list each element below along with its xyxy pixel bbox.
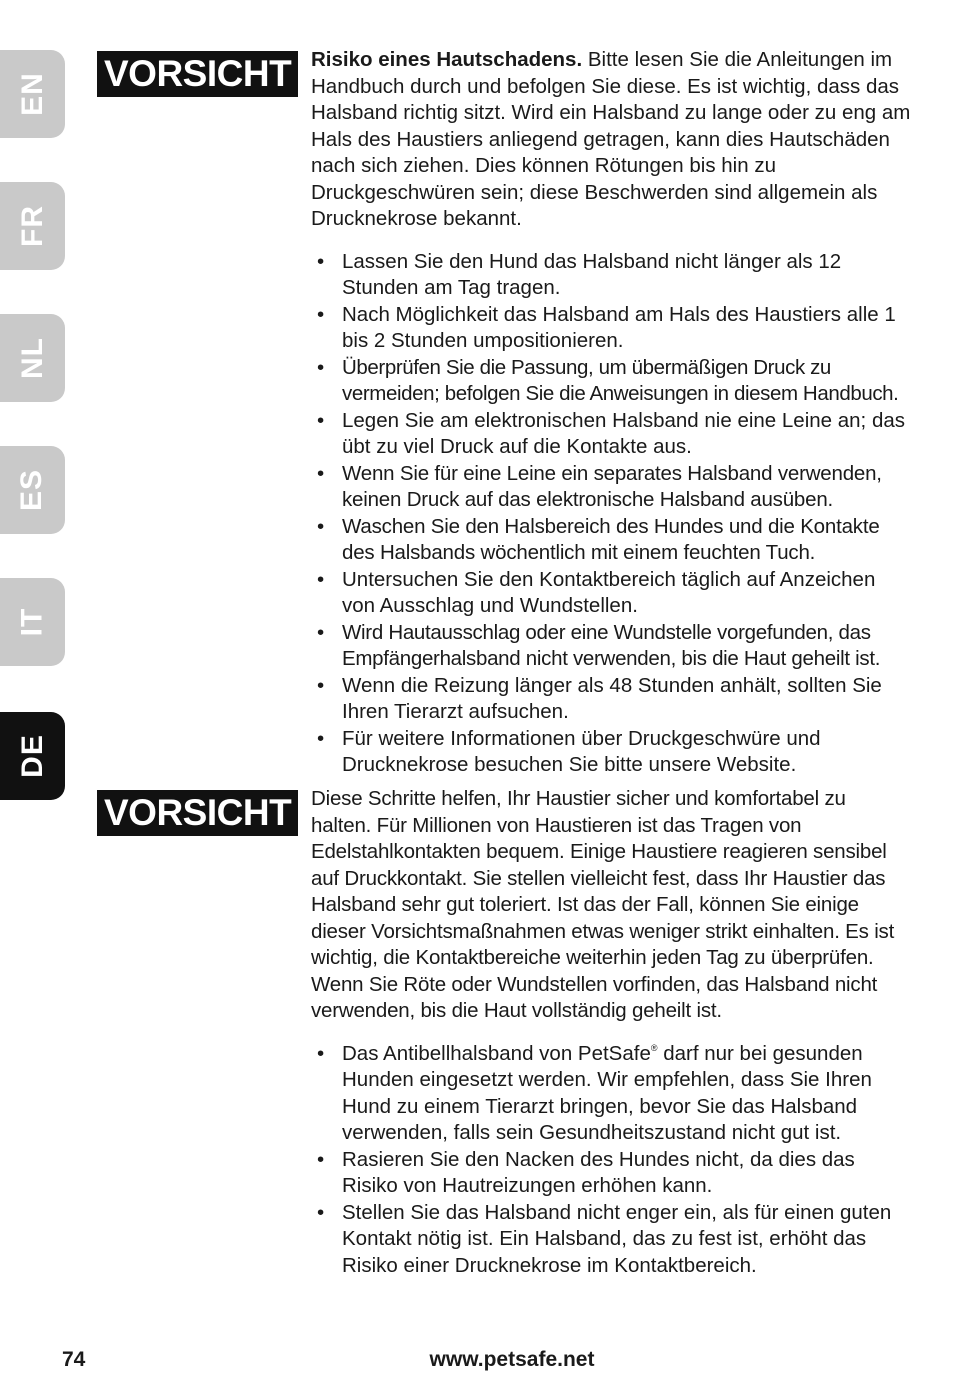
list-item: • Untersuchen Sie den Kontaktbereich täglich auf Anzeichen von Ausschlag und Wundstellen. (311, 567, 911, 620)
list-item: • Wird Hautausschlag oder eine Wundstelle vorgefunden, das Empfängerhalsband nicht verwenden, bis die Haut geheilt ist. (311, 620, 911, 673)
language-tab-label: EN (15, 72, 49, 116)
caution-label-1: VORSICHT (97, 51, 298, 97)
language-tab-label: NL (15, 337, 49, 379)
list-item: • Für weitere Informationen über Druckgeschwüre und Drucknekrose besuchen Sie bitte unsere Website. (311, 726, 911, 779)
section-intro-paragraph (311, 47, 911, 233)
language-tab-es[interactable] (0, 446, 65, 534)
list-item: • Lassen Sie den Hund das Halsband nicht länger als 12 Stunden am Tag tragen. (311, 249, 911, 302)
language-tab-it[interactable] (0, 578, 65, 666)
list-item-text: darf nur bei gesunden Hunden eingesetzt werden. Wir empfehlen, dass Sie Ihren Hund zu einem Tierarzt bringen, bevor Sie das Halsband verwenden, falls sein Gesundheitszustand nicht gut ist. (342, 1041, 872, 1144)
precaution-list (311, 249, 911, 779)
language-tab-en[interactable] (0, 50, 65, 138)
list-item-text: Das Antibellhalsband von PetSafe (342, 1041, 651, 1065)
list-item: • Stellen Sie das Halsband nicht enger ein, als für einen guten Kontakt nötig ist. Ein Halsband, das zu fest ist, erhöht das Risiko einer Drucknekrose im Kontaktbereich. (311, 1200, 911, 1280)
list-item (311, 1041, 911, 1147)
section-comfort (311, 786, 911, 1279)
list-item: • Rasieren Sie den Nacken des Hundes nicht, da dies das Risiko von Hautreizungen erhöhen kann. (311, 1147, 911, 1200)
language-tab-de[interactable] (0, 712, 65, 800)
page-number: 74 (62, 1348, 86, 1371)
footer-website: www.petsafe.net (429, 1348, 595, 1371)
language-tab-label: IT (15, 607, 49, 637)
list-item: • Waschen Sie den Halsbereich des Hundes und die Kontakte des Halsbands wöchentlich mit einem feuchten Tuch. (311, 514, 911, 567)
list-item: • Überprüfen Sie die Passung, um übermäßigen Druck zu vermeiden; befolgen Sie die Anweisungen in diesem Handbuch. (311, 355, 911, 408)
section-lead: Risiko eines Hautschadens. (311, 48, 583, 71)
precaution-list (311, 1041, 911, 1280)
section-intro-text: Bitte lesen Sie die Anleitungen im Handbuch durch und befolgen Sie diese. Es ist wichtig, dass das Halsband richtig sitzt. Wird ein Halsband zu lange oder zu eng am Hals des Haustiers anliegend getragen, kann dies Hautschäden nach sich ziehen. Dies können Rötungen bis hin zu Druckgeschwüren sein; diese Beschwerden sind allgemein als Drucknekrose bekannt. (311, 48, 911, 230)
language-tab-label: DE (15, 734, 49, 778)
language-tab-label: FR (15, 205, 49, 247)
section-skin-damage (311, 47, 911, 779)
language-tab-fr[interactable] (0, 182, 65, 270)
list-item: • Nach Möglichkeit das Halsband am Hals des Haustiers alle 1 bis 2 Stunden umpositionieren. (311, 302, 911, 355)
list-item: • Wenn Sie für eine Leine ein separates Halsband verwenden, keinen Druck auf das elektronische Halsband ausüben. (311, 461, 911, 514)
list-item: • Legen Sie am elektronischen Halsband nie eine Leine an; das übt zu viel Druck auf die Kontakte aus. (311, 408, 911, 461)
language-tab-label: ES (15, 468, 49, 512)
registered-mark: ® (650, 1042, 658, 1053)
section-intro-paragraph: Diese Schritte helfen, Ihr Haustier sicher und komfortabel zu halten. Für Millionen von Haustieren ist das Tragen von Edelstahlkontakten bequem. Einige Haustiere reagieren sensibel auf Druckkontakt. Sie stellen vielleicht fest, dass Ihr Haustier das Halsband sehr gut toleriert. Ist das der Fall, können Sie einige dieser Vorsichtsmaßnahmen etwas weniger strikt einhalten. Es ist wichtig, die Kontaktbereiche weiterhin jeden Tag zu überprüfen. Wenn Sie Röte oder Wundstellen vorfinden, das Halsband nicht verwenden, bis die Haut vollständig geheilt ist. (311, 787, 895, 1022)
language-tab-nl[interactable] (0, 314, 65, 402)
caution-label-2: VORSICHT (97, 790, 298, 836)
list-item: • Wenn die Reizung länger als 48 Stunden anhält, sollten Sie Ihren Tierarzt aufsuchen. (311, 673, 911, 726)
